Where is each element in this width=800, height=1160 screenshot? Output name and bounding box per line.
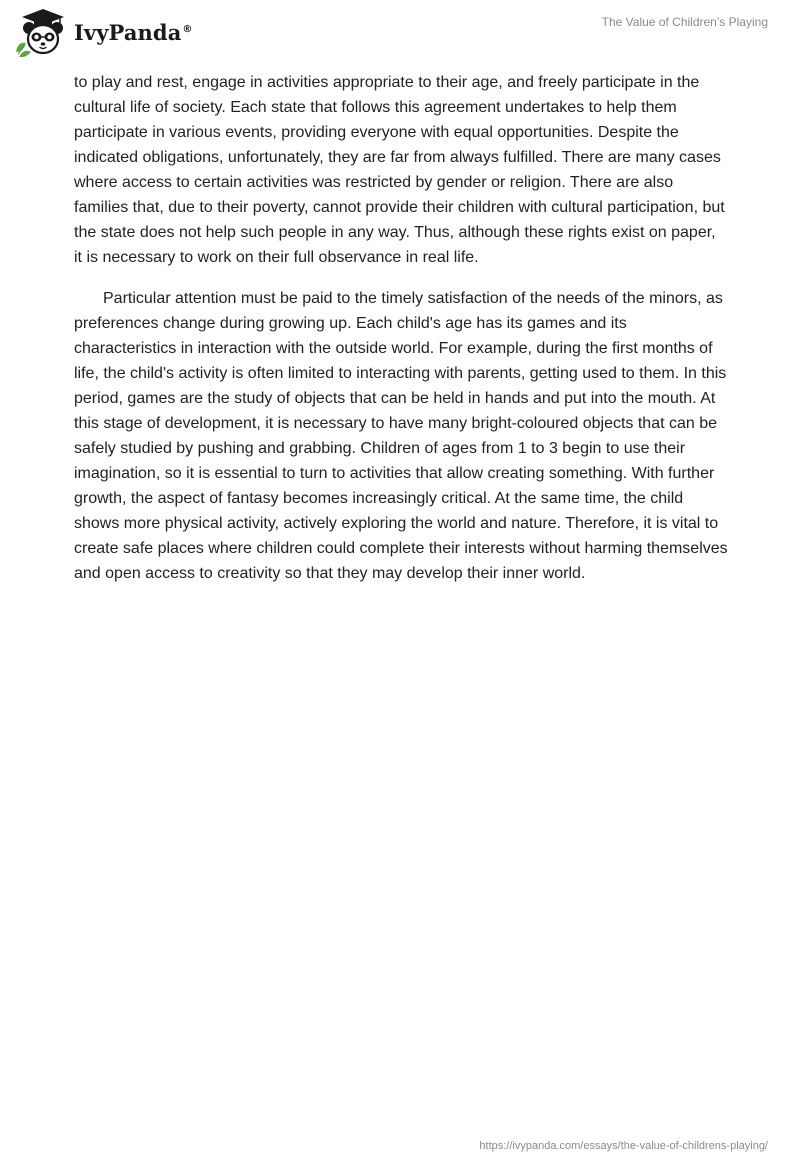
essay-body [74,70,728,602]
source-url-link[interactable]: https://ivypanda.com/essays/the-value-of-childrens-playing/ [479,1140,768,1152]
paragraph: Particular attention must be paid to the timely satisfaction of the needs of the minors, as preferences change during growing up. Each child's age has its games and its characteristics in interaction with the outside world. For example, during the first months of life, the child's activity is often limited to interacting with parents, getting used to them. In this period, games are the study of objects that can be held in hands and put into the mouth. At this stage of development, it is necessary to have many bright-coloured objects that can be safely studied by pushing and grabbing. Children of ages from 1 to 3 begin to use their imagination, so it is essential to turn to activities that allow creating something. With further growth, the aspect of fantasy becomes increasingly critical. At the same time, the child shows more physical activity, actively exploring the world and nature. Therefore, it is vital to create safe places where children could complete their interests without harming themselves and open access to creativity so that they may develop their inner world. [74,290,728,582]
panda-graduate-icon [14,8,72,58]
brand-name: IvyPanda® [74,19,193,45]
document-title: The Value of Children’s Playing [601,15,768,29]
page-header [0,0,800,66]
paragraph-continued: to play and rest, engage in activities appropriate to their age, and freely participate in the cultural life of society. Each state that follows this agreement undertakes to help them participate in various events, providing everyone with equal opportunities. Despite the indicated obligations, unfortunately, they are far from always fulfilled. There are many cases where access to certain activities was restricted by gender or religion. There are also families that, due to their poverty, cannot provide their children with cultural participation, but the state does not help such people in any way. Thus, although these rights exist on paper, it is necessary to work on their full observance in real life. [74,74,725,266]
ivypanda-logo[interactable] [14,8,193,58]
registered-mark: ® [182,23,193,35]
